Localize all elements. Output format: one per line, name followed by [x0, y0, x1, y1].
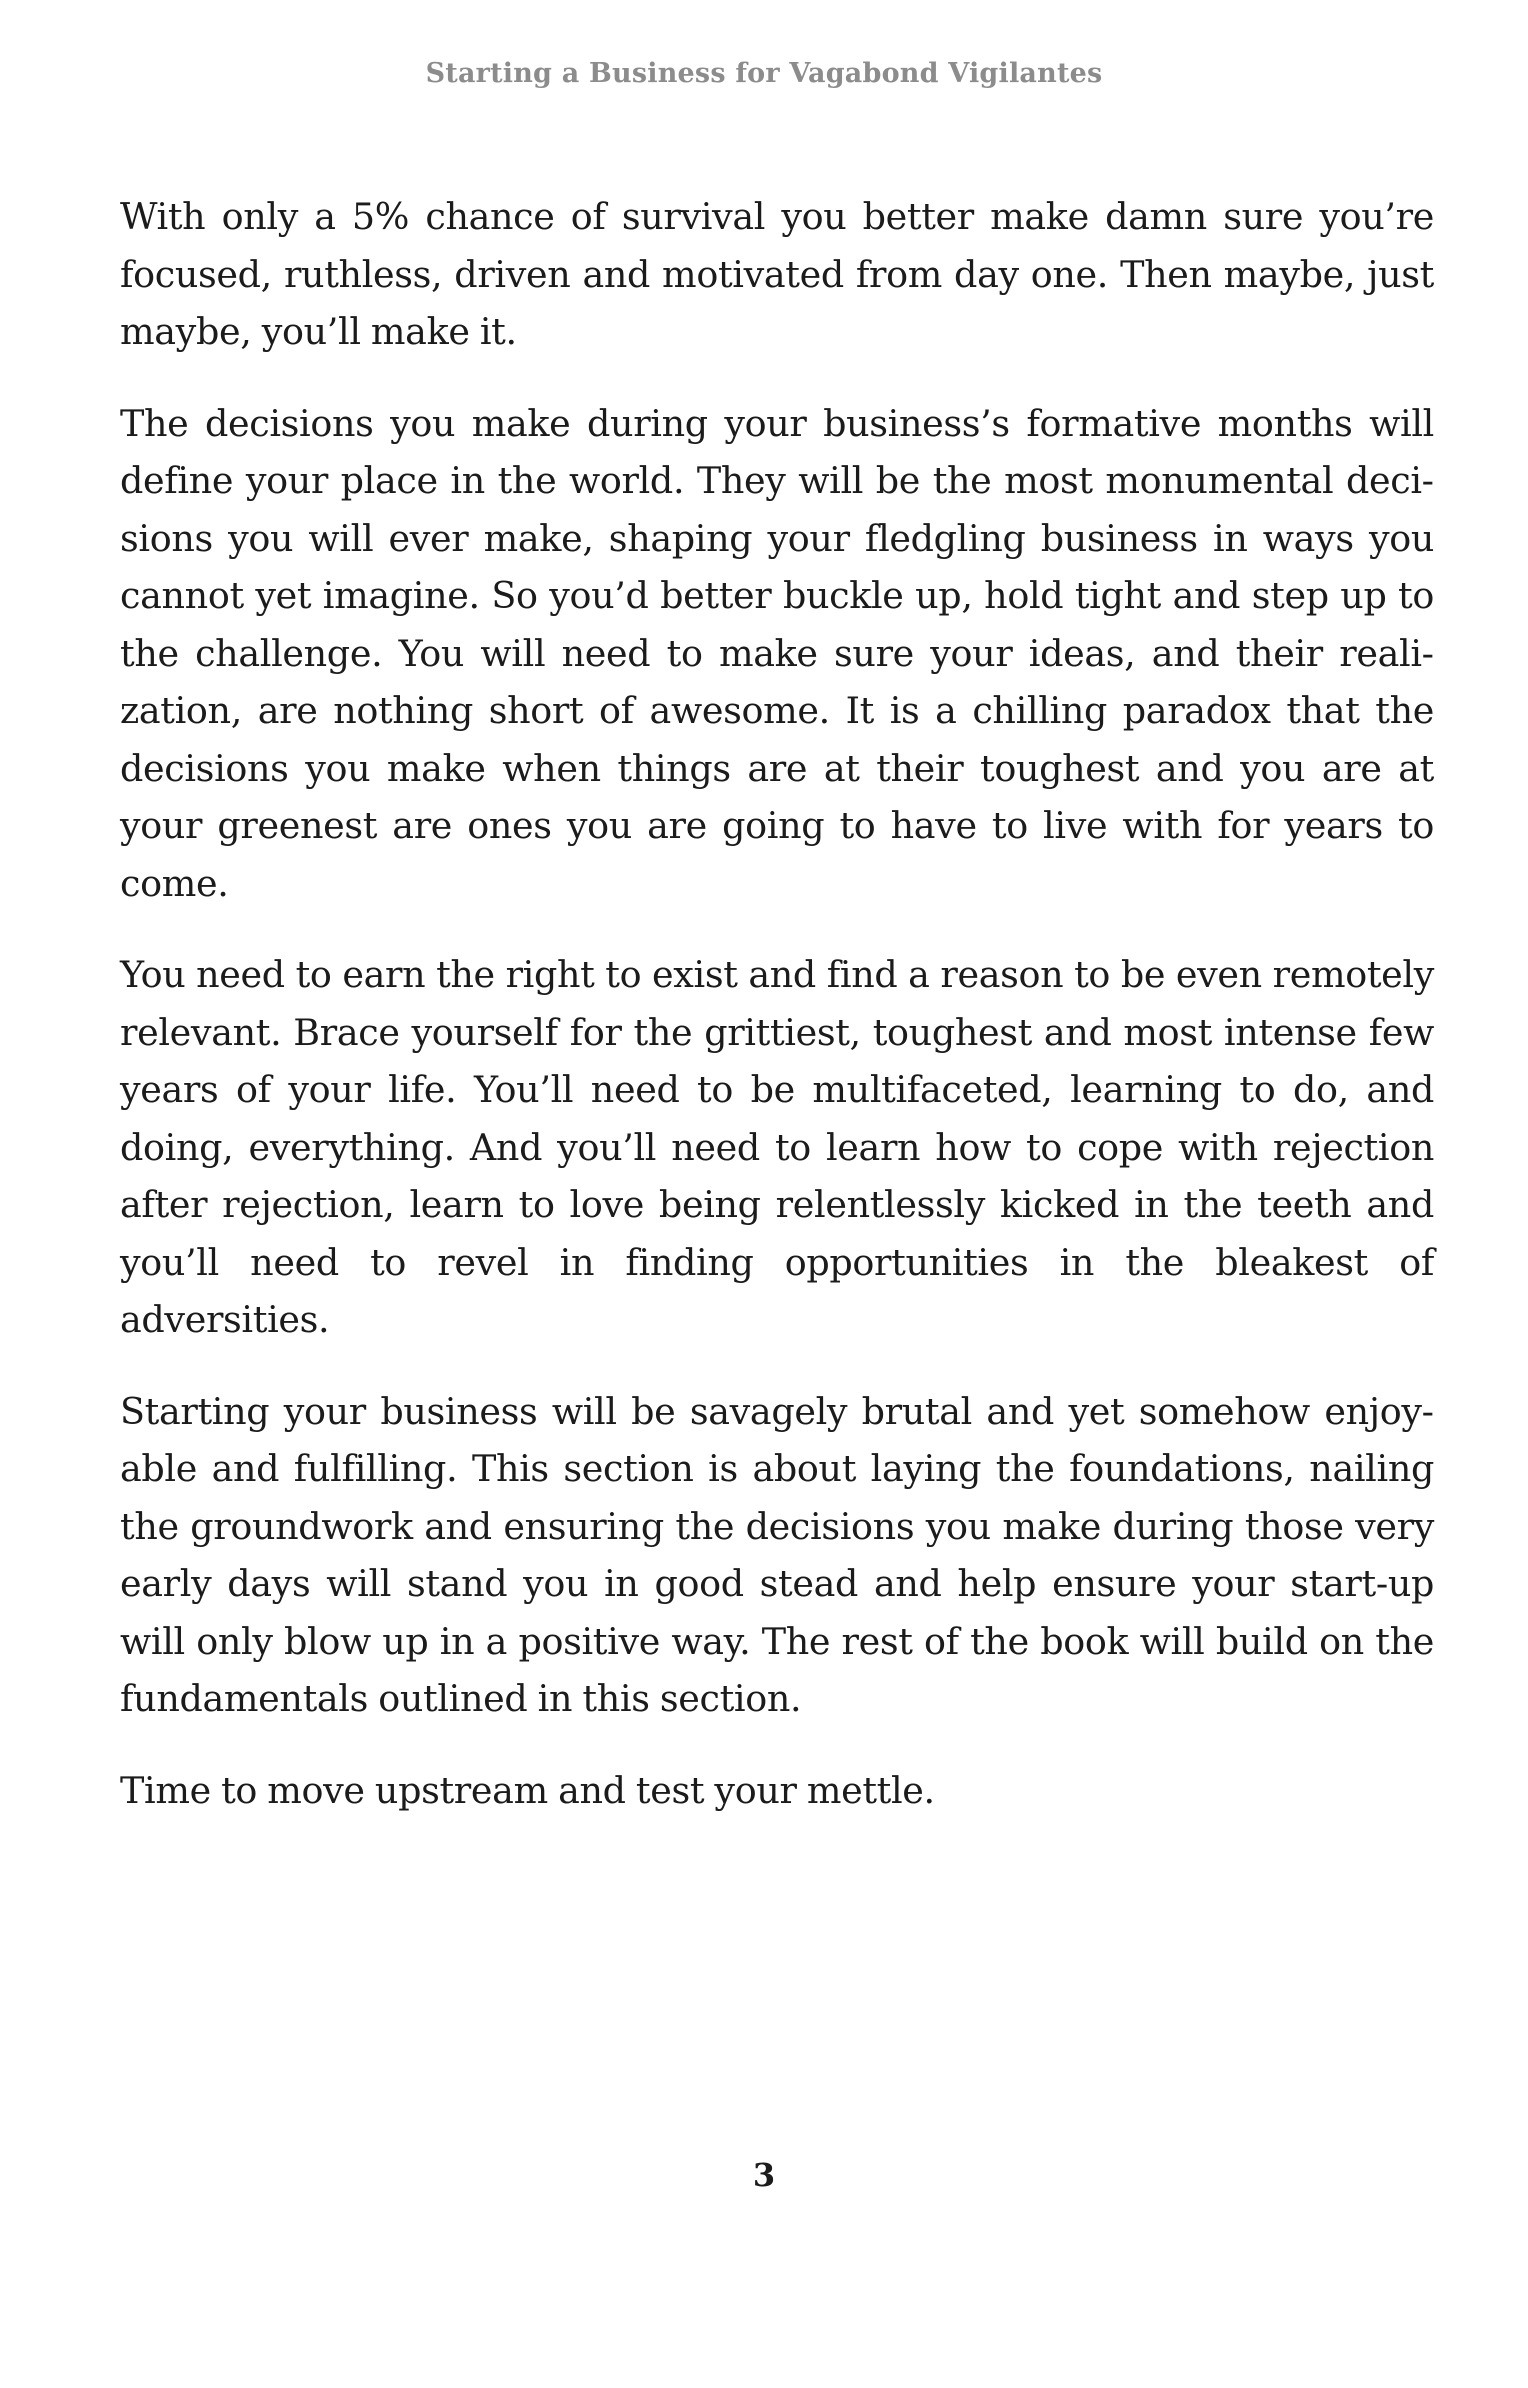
paragraph: The decisions you make during your business’s formative months will define your place in the world. They will be the most monumental decisions you will ever make, shaping your fledgling business in ways you cannot yet imagine. So you’d better buckle up, hold tight and step up to the challenge. You will need to make sure your ideas, and their realization, are nothing short of awesome. It is a chilling paradox that the decisions you make when things are at their toughest and you are at your greenest are ones you are going to have to live with for years to come. [120, 401, 1434, 905]
paragraph: Time to move upstream and test your mettle. [120, 1768, 935, 1812]
running-header: Starting a Business for Vagabond Vigilantes [425, 58, 1103, 89]
paragraph: With only a 5% chance of survival you better make damn sure you’re focused, ruthless, driven and motivated from day one. Then maybe, just maybe, you’ll make it. [120, 195, 1434, 353]
page-number: 3 [752, 2156, 776, 2194]
body-text [120, 188, 1434, 1853]
paragraph: You need to earn the right to exist and find a reason to be even remotely relevant. Brace yourself for the grittiest, toughest and most intense few years of your life. You’ll need to be multifaceted, learning to do, and doing, everything. And you’ll need to learn how to cope with rejection after rejection, learn to love being relentlessly kicked in the teeth and you’ll need to revel in finding opportunities in the bleakest of adversities. [120, 953, 1434, 1341]
paragraph: Starting your business will be savagely brutal and yet somehow enjoyable and fulfilling. This section is about laying the foundations, nailing the groundwork and ensuring the decisions you make during those very early days will stand you in good stead and help ensure your start-up will only blow up in a positive way. The rest of the book will build on the fundamentals outlined in this section. [120, 1389, 1434, 1720]
